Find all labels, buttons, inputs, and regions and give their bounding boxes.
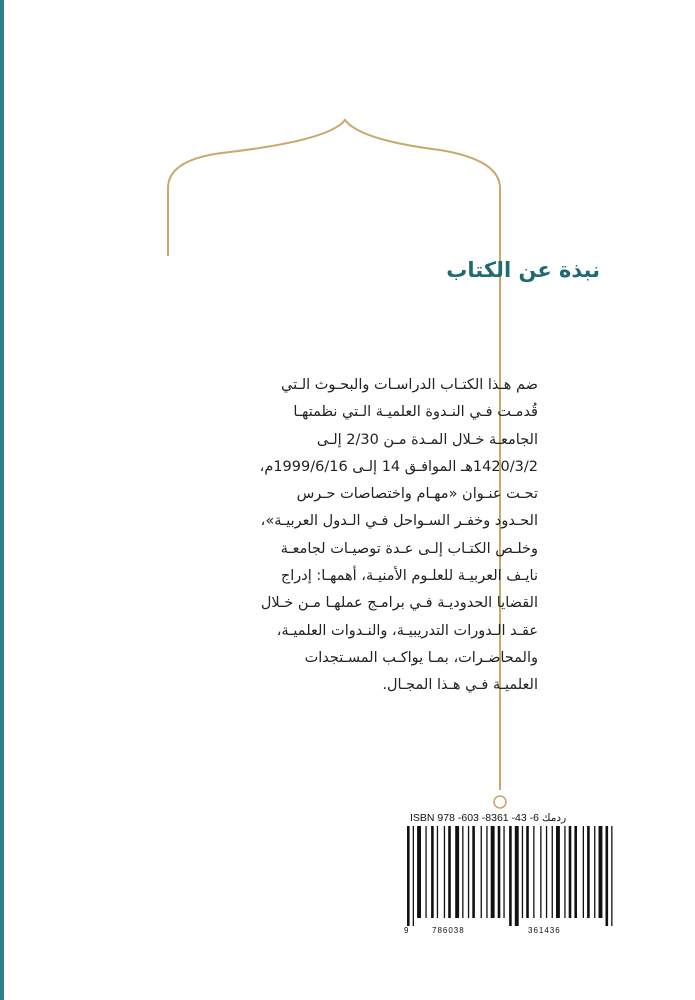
paragraph-line: وخلـص الكتـاب إلـى عـدة توصيـات لجامعـة bbox=[280, 540, 538, 557]
barcode-bar bbox=[481, 826, 482, 918]
barcode-bar bbox=[468, 826, 469, 918]
paragraph-line: تحـت عنـوان «مهـام واختصاصات حـرس bbox=[296, 486, 538, 503]
section-heading: نبذة عن الكتاب bbox=[446, 258, 600, 282]
isbn-label: ISBN 978 -603 -8361 -43 -6 ردمك bbox=[410, 812, 567, 824]
barcode-bar bbox=[437, 826, 438, 918]
paragraph-line: والمحاضـرات، بمـا يواكـب المسـتجدات bbox=[304, 649, 538, 666]
barcode-digit-first: 9 bbox=[404, 926, 409, 935]
barcode-bar bbox=[472, 826, 475, 918]
barcode-bar bbox=[564, 826, 565, 918]
barcode-bar bbox=[417, 826, 421, 918]
paragraph-line: الحـدود وخفـر السـواحل فـي الـدول العربيـة»، bbox=[260, 513, 538, 530]
barcode-bar bbox=[522, 826, 523, 918]
barcode-bar bbox=[569, 826, 572, 918]
barcode-bar bbox=[587, 826, 590, 918]
paragraph-line: ضم هـذا الكتـاب الدراسـات والبحـوث الـتي bbox=[281, 377, 538, 393]
barcode-bar bbox=[425, 826, 426, 918]
barcode-bar bbox=[574, 826, 577, 918]
barcode-bar bbox=[413, 826, 414, 926]
barcode bbox=[403, 826, 613, 926]
barcode-bar bbox=[462, 826, 463, 918]
barcode-bar bbox=[533, 826, 534, 918]
barcode-bar bbox=[455, 826, 459, 918]
paragraph-line: 1420/3/2هـ الموافـق 14 إلـى 1999/6/16م، bbox=[259, 458, 538, 475]
barcode-bar bbox=[448, 826, 451, 918]
barcode-digits-right: 361436 bbox=[528, 926, 561, 935]
barcode-bar bbox=[583, 826, 584, 918]
barcode-bar bbox=[599, 826, 603, 918]
barcode-bar bbox=[526, 826, 529, 918]
barcode-bar bbox=[515, 826, 519, 926]
barcode-bar bbox=[611, 826, 612, 926]
barcode-bar bbox=[444, 826, 445, 918]
barcode-bar bbox=[556, 826, 560, 918]
barcode-bar bbox=[509, 826, 512, 926]
paragraph-line: نايـف العربيـة للعلـوم الأمنيـة، أهمهـا: إدراج bbox=[280, 568, 538, 585]
barcode-bar bbox=[503, 826, 504, 918]
barcode-bar bbox=[540, 826, 541, 918]
paragraph-line: القضايا الحدوديـة فـي برامـج عملهـا مـن خـلال bbox=[260, 595, 538, 612]
barcode-bar bbox=[486, 826, 487, 918]
barcode-bar bbox=[552, 826, 553, 918]
about-paragraph bbox=[178, 372, 538, 700]
barcode-bar bbox=[606, 826, 609, 926]
paragraph-line: قُدمـت فـي النـدوة العلميـة الـتي نظمتهـا bbox=[293, 404, 538, 421]
paragraph-line: عقـد الـدورات التدريبيـة، والنـدوات العلميـة، bbox=[276, 622, 538, 639]
barcode-bar bbox=[431, 826, 434, 918]
frame-end-ornament bbox=[494, 796, 506, 808]
barcode-bar bbox=[594, 826, 595, 918]
barcode-bar bbox=[498, 826, 501, 918]
paragraph-line: الجامعـة خـلال المـدة مـن 2/30 إلـى bbox=[316, 431, 538, 448]
paragraph-line: العلميـة فـي هـذا المجـال. bbox=[382, 677, 538, 694]
barcode-bar bbox=[491, 826, 495, 918]
barcode-bar bbox=[546, 826, 547, 918]
barcode-digits-left: 786038 bbox=[432, 926, 465, 935]
barcode-bar bbox=[407, 826, 410, 926]
